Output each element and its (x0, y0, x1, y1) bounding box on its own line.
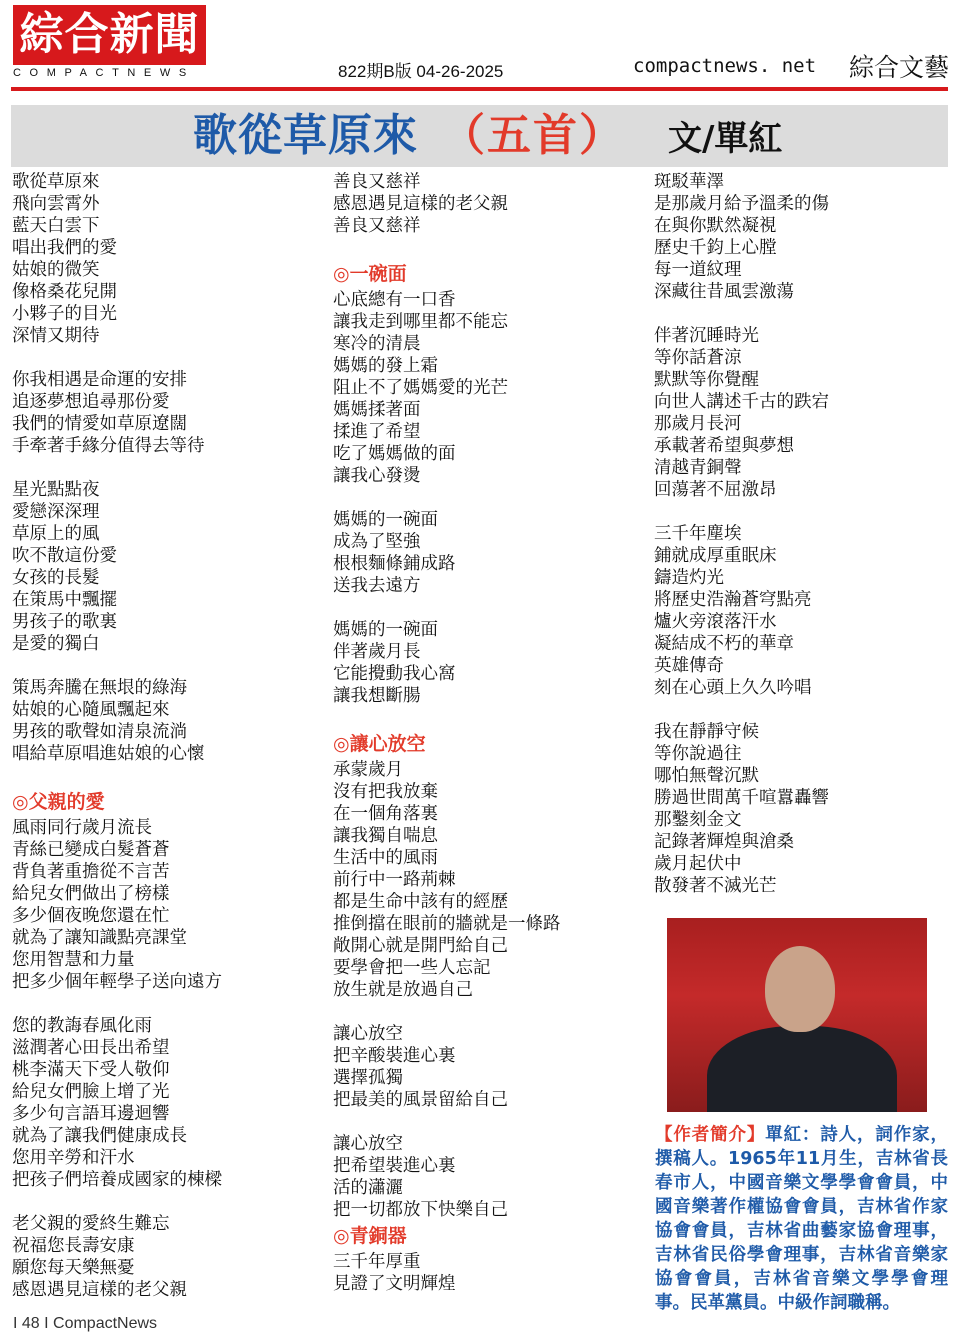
poem-line: 唱出我們的愛 (12, 238, 117, 258)
poem-subtitle: ◎青銅器 (333, 1225, 407, 1247)
poem-line: 唱給草原唱進姑娘的心懷 (12, 744, 205, 764)
poem-line: 小夥子的目光 (12, 304, 117, 324)
poem-line: 青絲已變成白髮蒼蒼 (12, 840, 170, 860)
article-title: 歌從草原來 (193, 110, 418, 161)
text-column-2 (333, 171, 633, 1295)
stanza-gap (654, 699, 954, 721)
poem-line: 手牽著手緣分值得去等待 (12, 436, 205, 456)
stanza-gap (12, 655, 312, 677)
poem-line: 英雄傳奇 (654, 656, 724, 676)
author-photo-coat (707, 1026, 897, 1112)
poem-line: 老父親的愛終生難忘 (12, 1214, 170, 1234)
poem-line: 給兒女們做出了榜樣 (12, 884, 170, 904)
stanza-gap (333, 1111, 633, 1133)
poem-line: 追逐夢想追尋那份愛 (12, 392, 170, 412)
poem-line: 伴著沉睡時光 (654, 326, 759, 346)
stanza-gap (654, 303, 954, 325)
page-footer: I 48 I CompactNews (13, 1315, 158, 1332)
poem-line: 活的瀟灑 (333, 1178, 403, 1198)
poem-line: 每一道紋理 (654, 260, 742, 280)
poem-line: 把孩子們培養成國家的棟樑 (12, 1170, 222, 1190)
poem-line: 那鑿刻金文 (654, 810, 742, 830)
header-divider (11, 87, 948, 91)
stanza-gap (12, 765, 312, 787)
poem-line: 你我相遇是命運的安排 (12, 370, 187, 390)
poem-line: 愛戀深深理 (12, 502, 100, 522)
poem-line: 我們的情愛如草原遼闊 (12, 414, 187, 434)
poem-line: 就為了讓我們健康成長 (12, 1126, 187, 1146)
poem-line: 讓心放空 (333, 1134, 403, 1154)
poem-line: 是愛的獨白 (12, 634, 100, 654)
poem-line: 凝結成不朽的華章 (654, 634, 794, 654)
poem-line: 媽媽的發上霜 (333, 356, 438, 376)
poem-line: 散發著不滅光芒 (654, 876, 777, 896)
poem-line: 刻在心頭上久久吟唱 (654, 678, 812, 698)
poem-line: 讓我走到哪里都不能忘 (333, 312, 508, 332)
poem-subtitle: ◎父親的愛 (12, 791, 105, 813)
poem-line: 背負著重擔從不言苦 (12, 862, 170, 882)
poem-line: 善良又慈祥 (333, 172, 421, 192)
text-column-3 (654, 171, 954, 897)
poem-line: 姑娘的微笑 (12, 260, 100, 280)
stanza-gap (333, 1001, 633, 1023)
poem-line: 歌從草原來 (12, 172, 100, 192)
poem-line: 揉進了希望 (333, 422, 421, 442)
newspaper-logo: 綜合新聞 (13, 5, 206, 65)
poem-line: 媽媽的一碗面 (333, 620, 438, 640)
author-bio-label: 【作者簡介】 (655, 1125, 766, 1145)
stanza-gap (654, 501, 954, 523)
poem-line: 見證了文明輝煌 (333, 1274, 456, 1294)
poem-line: 您用智慧和力量 (12, 950, 135, 970)
poem-line: 把一切都放下快樂自己 (333, 1200, 508, 1220)
poem-subtitle: ◎一碗面 (333, 263, 407, 285)
poem-line: 就為了讓知識點亮課堂 (12, 928, 187, 948)
poem-line: 深藏往昔風雲激蕩 (654, 282, 794, 302)
poem-line: 感恩遇見這樣的老父親 (12, 1280, 187, 1300)
poem-line: 讓心放空 (333, 1024, 403, 1044)
poem-line: 承載著希望與夢想 (654, 436, 794, 456)
poem-line: 媽媽揉著面 (333, 400, 421, 420)
poem-line: 等你說過往 (654, 744, 742, 764)
poem-line: 給兒女們臉上增了光 (12, 1082, 170, 1102)
poem-line: 把多少個年輕學子送向遠方 (12, 972, 222, 992)
poem-line: 成為了堅強 (333, 532, 421, 552)
poem-line: 生活中的風雨 (333, 848, 438, 868)
poem-line: 藍天白雲下 (12, 216, 100, 236)
poem-line: 根根麵條鋪成路 (333, 554, 456, 574)
poem-line: 默默等你覺醒 (654, 370, 759, 390)
poem-line: 飛向雲霄外 (12, 194, 100, 214)
stanza-gap (333, 707, 633, 729)
poem-line: 像格桑花兒開 (12, 282, 117, 302)
poem-line: 多少句言語耳邊迴響 (12, 1104, 170, 1124)
poem-line: 把希望裝進心裏 (333, 1156, 456, 1176)
poem-line: 伴著歲月長 (333, 642, 421, 662)
byline: 文/單紅 (668, 119, 783, 159)
website-url: compactnews. net (633, 55, 817, 77)
poem-line: 那歲月長河 (654, 414, 742, 434)
poem-line: 心底總有一口香 (333, 290, 456, 310)
poem-line: 男孩子的歌裏 (12, 612, 117, 632)
poem-line: 您用辛勞和汗水 (12, 1148, 135, 1168)
stanza-gap (333, 237, 633, 259)
poem-line: 策馬奔騰在無垠的綠海 (12, 678, 187, 698)
poem-line: 我在靜靜守候 (654, 722, 759, 742)
poem-line: 阻止不了媽媽愛的光芒 (333, 378, 508, 398)
poem-line: 斑駁華澤 (654, 172, 724, 192)
stanza-gap (12, 1191, 312, 1213)
stanza-gap (12, 347, 312, 369)
poem-line: 沒有把我放棄 (333, 782, 438, 802)
author-photo (667, 918, 927, 1112)
poem-line: 等你話蒼涼 (654, 348, 742, 368)
poem-line: 是那歲月給予溫柔的傷 (654, 194, 829, 214)
poem-line: 把辛酸裝進心裏 (333, 1046, 456, 1066)
poem-line: 滋潤著心田長出希望 (12, 1038, 170, 1058)
poem-line: 吹不散這份愛 (12, 546, 117, 566)
stanza-gap (12, 457, 312, 479)
poem-line: 向世人講述千古的跌宕 (654, 392, 829, 412)
poem-line: 回蕩著不屈激昂 (654, 480, 777, 500)
poem-line: 在一個角落裏 (333, 804, 438, 824)
poem-line: 三千年厚重 (333, 1252, 421, 1272)
poem-line: 在策馬中飄擺 (12, 590, 117, 610)
author-bio (655, 1123, 948, 1315)
poem-line: 歲月起伏中 (654, 854, 742, 874)
poem-line: 吃了媽媽做的面 (333, 444, 456, 464)
poem-line: 清越青銅聲 (654, 458, 742, 478)
poem-line: 風雨同行歲月流長 (12, 818, 152, 838)
poem-line: 草原上的風 (12, 524, 100, 544)
poem-line: 都是生命中該有的經歷 (333, 892, 508, 912)
poem-line: 勝過世間萬千喧囂轟響 (654, 788, 829, 808)
poem-line: 敞開心就是開門給自己 (333, 936, 508, 956)
stanza-gap (333, 597, 633, 619)
section-name: 綜合文藝 (849, 53, 950, 82)
poem-line: 寒冷的清晨 (333, 334, 421, 354)
article-title-count: （五首） (441, 110, 625, 161)
poem-line: 星光點點夜 (12, 480, 100, 500)
issue-info: 822期B版 04-26-2025 (338, 62, 504, 81)
stanza-gap (333, 487, 633, 509)
poem-line: 您的教誨春風化雨 (12, 1016, 152, 1036)
poem-line: 願您每天樂無憂 (12, 1258, 135, 1278)
poem-line: 哪怕無聲沉默 (654, 766, 759, 786)
poem-line: 深情又期待 (12, 326, 100, 346)
poem-line: 承蒙歲月 (333, 760, 403, 780)
poem-line: 鑄造灼光 (654, 568, 724, 588)
poem-line: 它能攪動我心窩 (333, 664, 456, 684)
poem-line: 讓我獨自喘息 (333, 826, 438, 846)
poem-line: 鋪就成厚重眠床 (654, 546, 777, 566)
poem-line: 推倒擋在眼前的牆就是一條路 (333, 914, 561, 934)
poem-line: 爐火旁滾落汗水 (654, 612, 777, 632)
poem-line: 讓我心發燙 (333, 466, 421, 486)
poem-line: 送我去遠方 (333, 576, 421, 596)
poem-line: 媽媽的一碗面 (333, 510, 438, 530)
poem-line: 讓我想斷腸 (333, 686, 421, 706)
poem-line: 姑娘的心隨風飄起來 (12, 700, 170, 720)
poem-line: 桃李滿天下受人敬仰 (12, 1060, 170, 1080)
author-bio-text: 單紅：詩人，詞作家，撰稿人。1965年11月生，吉林省長春市人，中國音樂文學學會會員，中國音樂著作權協會會員，吉林省作家協會會員，吉林省曲藝家協會理事，吉林省民俗學會理事，吉林省音樂家協會會員，吉林省音樂文學學會理事。民革黨員。中級作詞職稱。 (655, 1125, 949, 1313)
poem-line: 記錄著輝煌與滄桑 (654, 832, 794, 852)
poem-line: 善良又慈祥 (333, 216, 421, 236)
text-column-1 (12, 171, 312, 1301)
poem-line: 將歷史浩瀚蒼穹點亮 (654, 590, 812, 610)
poem-line: 放生就是放過自己 (333, 980, 473, 1000)
poem-line: 祝福您長壽安康 (12, 1236, 135, 1256)
poem-line: 在與你默然凝視 (654, 216, 777, 236)
poem-line: 要學會把一些人忘記 (333, 958, 491, 978)
poem-subtitle: ◎讓心放空 (333, 733, 426, 755)
poem-line: 女孩的長髮 (12, 568, 100, 588)
poem-line: 多少個夜晚您還在忙 (12, 906, 170, 926)
poem-line: 男孩的歌聲如清泉流淌 (12, 722, 187, 742)
poem-line: 把最美的風景留給自己 (333, 1090, 508, 1110)
poem-line: 歷史千鈞上心膛 (654, 238, 777, 258)
poem-line: 前行中一路荊棘 (333, 870, 456, 890)
logo-subtitle: COMPACTNEWS (13, 67, 195, 79)
poem-line: 感恩遇見這樣的老父親 (333, 194, 508, 214)
poem-line: 選擇孤獨 (333, 1068, 403, 1088)
stanza-gap (12, 993, 312, 1015)
author-photo-face (765, 946, 835, 1032)
poem-line: 三千年塵埃 (654, 524, 742, 544)
